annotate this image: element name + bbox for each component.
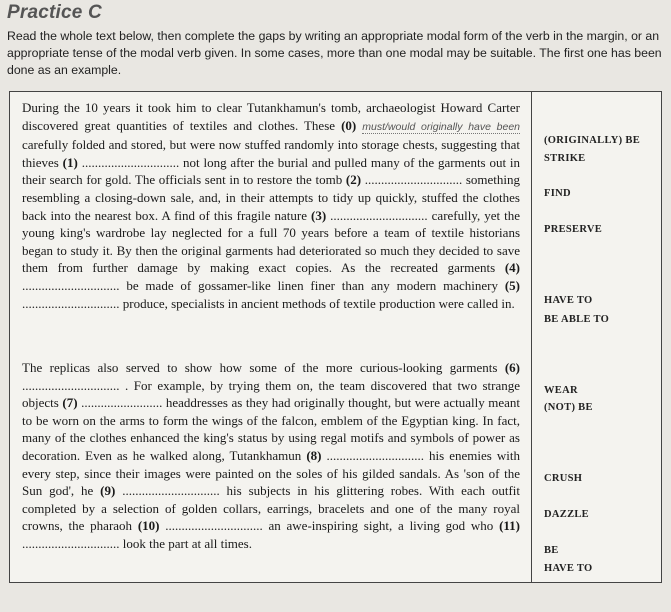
margin-divider [531, 92, 532, 582]
gap-number: (6) [504, 360, 520, 375]
answer-gap[interactable]: .............................. [364, 172, 463, 188]
margin-verb-10: BE [544, 545, 559, 556]
margin-verb-2: FIND [544, 188, 571, 199]
margin-verb-5: BE ABLE TO [544, 314, 610, 325]
gap-number: (7) [62, 395, 78, 411]
gap-number: (9) [100, 483, 116, 499]
margin-verb-1: STRIKE [544, 153, 586, 164]
margin-verb-6: WEAR [544, 385, 578, 396]
text-segment: The replicas also served to show how some of the more curious-looking garments [22, 360, 505, 375]
exercise-box [9, 91, 662, 583]
text-segment: look the part at all times. [119, 535, 252, 551]
example-answer: must/would originally have been [362, 120, 521, 133]
gap-number: (1) [62, 154, 78, 170]
gap-number: (3) [311, 207, 327, 223]
margin-verb-3: PRESERVE [544, 224, 603, 235]
answer-gap[interactable]: .............................. [122, 483, 220, 499]
answer-gap[interactable]: .............................. [22, 377, 120, 393]
paragraph-1 [22, 99, 520, 312]
gap-number: (11) [499, 518, 521, 534]
practice-title: Practice C [7, 2, 102, 23]
margin-verb-0: (ORIGINALLY) BE [544, 135, 641, 146]
answer-gap[interactable]: .............................. [22, 295, 120, 311]
margin-verb-8: CRUSH [544, 473, 583, 484]
text-segment: his enemies with every step, since their images were painted on the soles of his gilded sandals. As 'son of the Sun god', he [22, 447, 520, 499]
margin-verb-7: (NOT) BE [544, 402, 593, 413]
answer-gap[interactable]: .............................. [81, 154, 180, 170]
text-segment: . For example, by trying them on, the team discovered that two strange objects [22, 377, 520, 411]
gap-number: (8) [306, 447, 322, 463]
text-segment: During the 10 years it took him to clear Tutankhamun's tomb, archaeologist Howard Carter discovered great quantities of textiles and clothes. These [22, 100, 520, 133]
text-segment: be made of gossamer-like linen finer than any modern machinery [119, 277, 505, 293]
answer-gap[interactable]: .............................. [22, 535, 120, 551]
text-segment: an awe-inspiring sight, a living god who [262, 518, 500, 534]
paragraph-2 [22, 359, 520, 553]
answer-gap[interactable]: .............................. [326, 447, 425, 463]
text-segment: not long after the burial and pulled many of the garments out in their search for gold. The officials sent in to restore the tomb [22, 154, 521, 188]
text-segment: carefully folded and stored, but were now stuffed randomly into storage chests, suggesting that thieves [22, 137, 520, 170]
answer-gap[interactable]: .............................. [22, 277, 120, 293]
gap-number: (2) [345, 172, 362, 188]
answer-gap[interactable]: .............................. [165, 518, 263, 534]
gap-number: (0) [341, 117, 357, 133]
text-segment: headdresses as they had originally thought, but were actually meant to be worn on the arms to form the wings of the falcon, emblem of the Egyptian king. In fact, many of the clothes enhanced the king's status by using regal motifs and symbols of power as decoration. Even as he walked along, Tutankhamun [22, 395, 520, 463]
gap-number: (5) [504, 277, 520, 293]
text-segment: his subjects in his glittering robes. With each outfit completed by a selection of golden collars, earrings, bracelets and one of the many royal crowns, the pharaoh [22, 483, 520, 534]
gap-number: (10) [137, 518, 160, 534]
gap-number: (4) [504, 260, 520, 276]
text-segment: produce, specialists in ancient methods of textile production were called in. [119, 295, 515, 311]
margin-verb-9: DAZZLE [544, 509, 589, 520]
margin-verb-4: HAVE TO [544, 295, 593, 306]
text-segment: something resembling a closing-down sale, and, in their attempts to tidy up quickly, stuffed the clothes back into the nearest box. A find of this fragile nature [22, 172, 521, 223]
answer-gap[interactable]: .............................. [330, 207, 428, 223]
instructions: Read the whole text below, then complete the gaps by writing an appropriate modal form of the verb in the margin, or an appropriate tense of the modal verb given. In some cases, more than one modal may be suitable. The first one has been done as an example. [7, 29, 662, 78]
margin-verb-11: HAVE TO [544, 563, 593, 574]
answer-gap[interactable]: ......................... [81, 395, 163, 411]
text-segment: carefully, yet the young king's wardrobe lay neglected for a full 70 years before a team of textile historians began to study it. By then the original garments had deteriorated so much they decided to save them from further damage by making exact copies. As the recreated garments [22, 207, 520, 276]
